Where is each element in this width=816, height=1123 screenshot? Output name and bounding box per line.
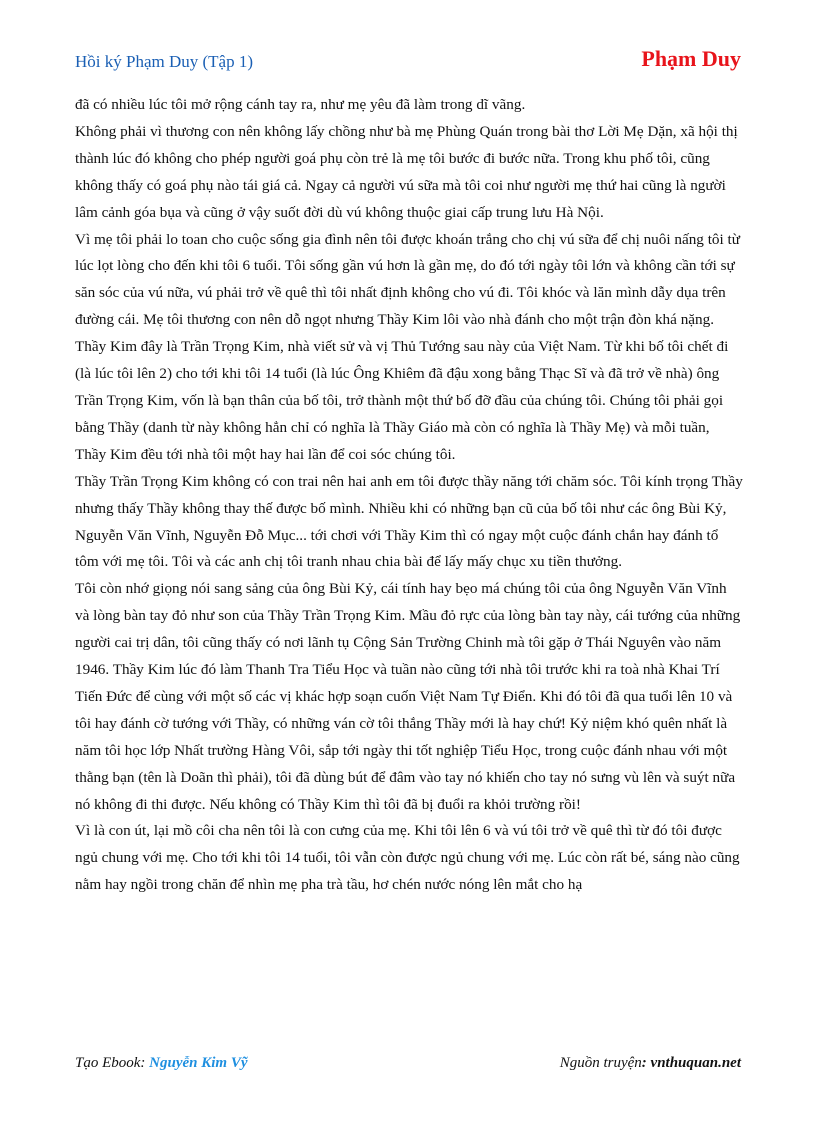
paragraph: đã có nhiều lúc tôi mở rộng cánh tay ra, như mẹ yêu đã làm trong dĩ vãng. <box>75 96 526 113</box>
paragraph: Không phải vì thương con nên không lấy chồng như bà mẹ Phùng Quán trong bài thơ Lời Mẹ Dặn, xã hội thị thành lúc đó không cho phép người goá phụ còn trẻ là mẹ tôi bước đi bước nữa. Trong khu phố tôi, cũng không thấy có goá phụ nào tái giá cả. Ngay cả người vú sữa mà tôi coi như người mẹ thứ hai cũng là người lâm cảnh góa bụa và cũng ở vậy suốt đời dù vú không thuộc giai cấp trung lưu Hà Nội. <box>75 122 738 221</box>
book-title: Hồi ký Phạm Duy (Tập 1) <box>75 52 254 71</box>
page-footer <box>75 1055 741 1077</box>
ebook-creator: Tạo Ebook: Nguyễn Kim Vỹ <box>75 1055 248 1071</box>
paragraph: Tôi còn nhớ giọng nói sang sảng của ông Bùi Kỷ, cái tính hay bẹo má chúng tôi của ông Nguyễn Văn Vĩnh và lòng bàn tay đỏ như son của Thầy Trần Trọng Kim. Mầu đỏ rực của lòng bàn tay này, cái tướng của những người cai trị dân, tôi cũng thấy có nơi lãnh tụ Cộng Sản Trường Chinh mà tôi gặp ở Thái Nguyên vào năm 1946. Thầy Kim lúc đó làm Thanh Tra Tiểu Học và tuần nào cũng tới nhà tôi trước khi ra toà nhà Khai Trí Tiến Đức để cùng với một số các vị khác hợp soạn cuốn Việt Nam Tự Điển. Khi đó tôi đã qua tuổi lên 10 và tôi hay đánh cờ tướng với Thầy, có những ván cờ tôi thắng Thầy mới là hay chứ! Kỷ niệm khó quên nhất là năm tôi học lớp Nhất trường Hàng Vôi, sắp tới ngày thi tốt nghiệp Tiểu Học, trong cuộc đánh nhau với một thằng bạn (tên là Doãn thì phải), tôi đã dùng bút để đâm vào tay nó khiến cho tay nó sưng vù lên và suýt nữa nó không đi thi được. Nếu không có Thầy Kim thì tôi đã bị đuổi ra khỏi trường rồi! <box>75 580 741 813</box>
author-name: Phạm Duy <box>641 46 741 71</box>
paragraph: Thầy Trần Trọng Kim không có con trai nên hai anh em tôi được thầy năng tới chăm sóc. Tôi kính trọng Thầy nhưng thấy Thầy không thay thế được bố mình. Nhiều khi có những bạn cũ của bố tôi như các ông Bùi Kỷ, Nguyễn Văn Vĩnh, Nguyễn Đỗ Mục... tới chơi với Thầy Kim thì có ngay một cuộc đánh chắn hay đánh tổ tôm với mẹ tôi. Tôi và các anh chị tôi tranh nhau chia bài để lấy mấy chục xu tiền thưởng. <box>75 472 743 571</box>
creator-label: Tạo Ebook <box>75 1055 141 1071</box>
page-header <box>75 46 741 76</box>
story-source: Nguồn truyện: vnthuquan.net <box>559 1055 741 1071</box>
source-label: Nguồn truyện <box>559 1055 642 1071</box>
paragraph: Thầy Kim đây là Trần Trọng Kim, nhà viết sử và vị Thủ Tướng sau này của Việt Nam. Từ khi bố tôi chết đi (là lúc tôi lên 2) cho tới khi tôi 14 tuổi (là lúc Ông Khiêm đã đậu xong bằng Thạc Sĩ và đã trở về nhà) ông Trần Trọng Kim, vốn là bạn thân của bố tôi, trở thành một thứ bố đỡ đầu của chúng tôi. Chúng tôi phải gọi bằng Thầy (danh từ này không hẳn chỉ có nghĩa là Thầy Giáo mà còn có nghĩa là Thầy Mẹ) và mỗi tuần, Thầy Kim đều tới nhà tôi một hay hai lần để coi sóc chúng tôi. <box>75 338 729 463</box>
creator-name: Nguyễn Kim Vỹ <box>149 1055 248 1071</box>
paragraph: Vì là con út, lại mồ côi cha nên tôi là con cưng của mẹ. Khi tôi lên 6 và vú tôi trở về quê thì từ đó tôi được ngủ chung với mẹ. Cho tới khi tôi 14 tuổi, tôi vẫn còn được ngủ chung với mẹ. Lúc còn rất bé, sáng nào cũng nằm hay ngồi trong chăn để nhìn mẹ pha trà tầu, hơ chén nước nóng lên mắt cho hạ <box>75 822 740 894</box>
source-name: vnthuquan.net <box>650 1055 741 1071</box>
memoir-text <box>75 92 743 899</box>
paragraph: Vì mẹ tôi phải lo toan cho cuộc sống gia đình nên tôi được khoán trắng cho chị vú sữa để chị nuôi nấng tôi từ lúc lọt lòng cho đến khi tôi 6 tuổi. Tôi sống gần vú hơn là gần mẹ, do đó tới ngày tôi lớn và không cần tới sự săn sóc của vú nữa, vú phải trở về quê thì tôi nhất định không cho vú đi. Tôi khóc và lăn mình dẫy dụa trên đường cái. Mẹ tôi thương con nên dỗ ngọt nhưng Thầy Kim lôi vào nhà đánh cho một trận đòn khá nặng. <box>75 230 740 329</box>
